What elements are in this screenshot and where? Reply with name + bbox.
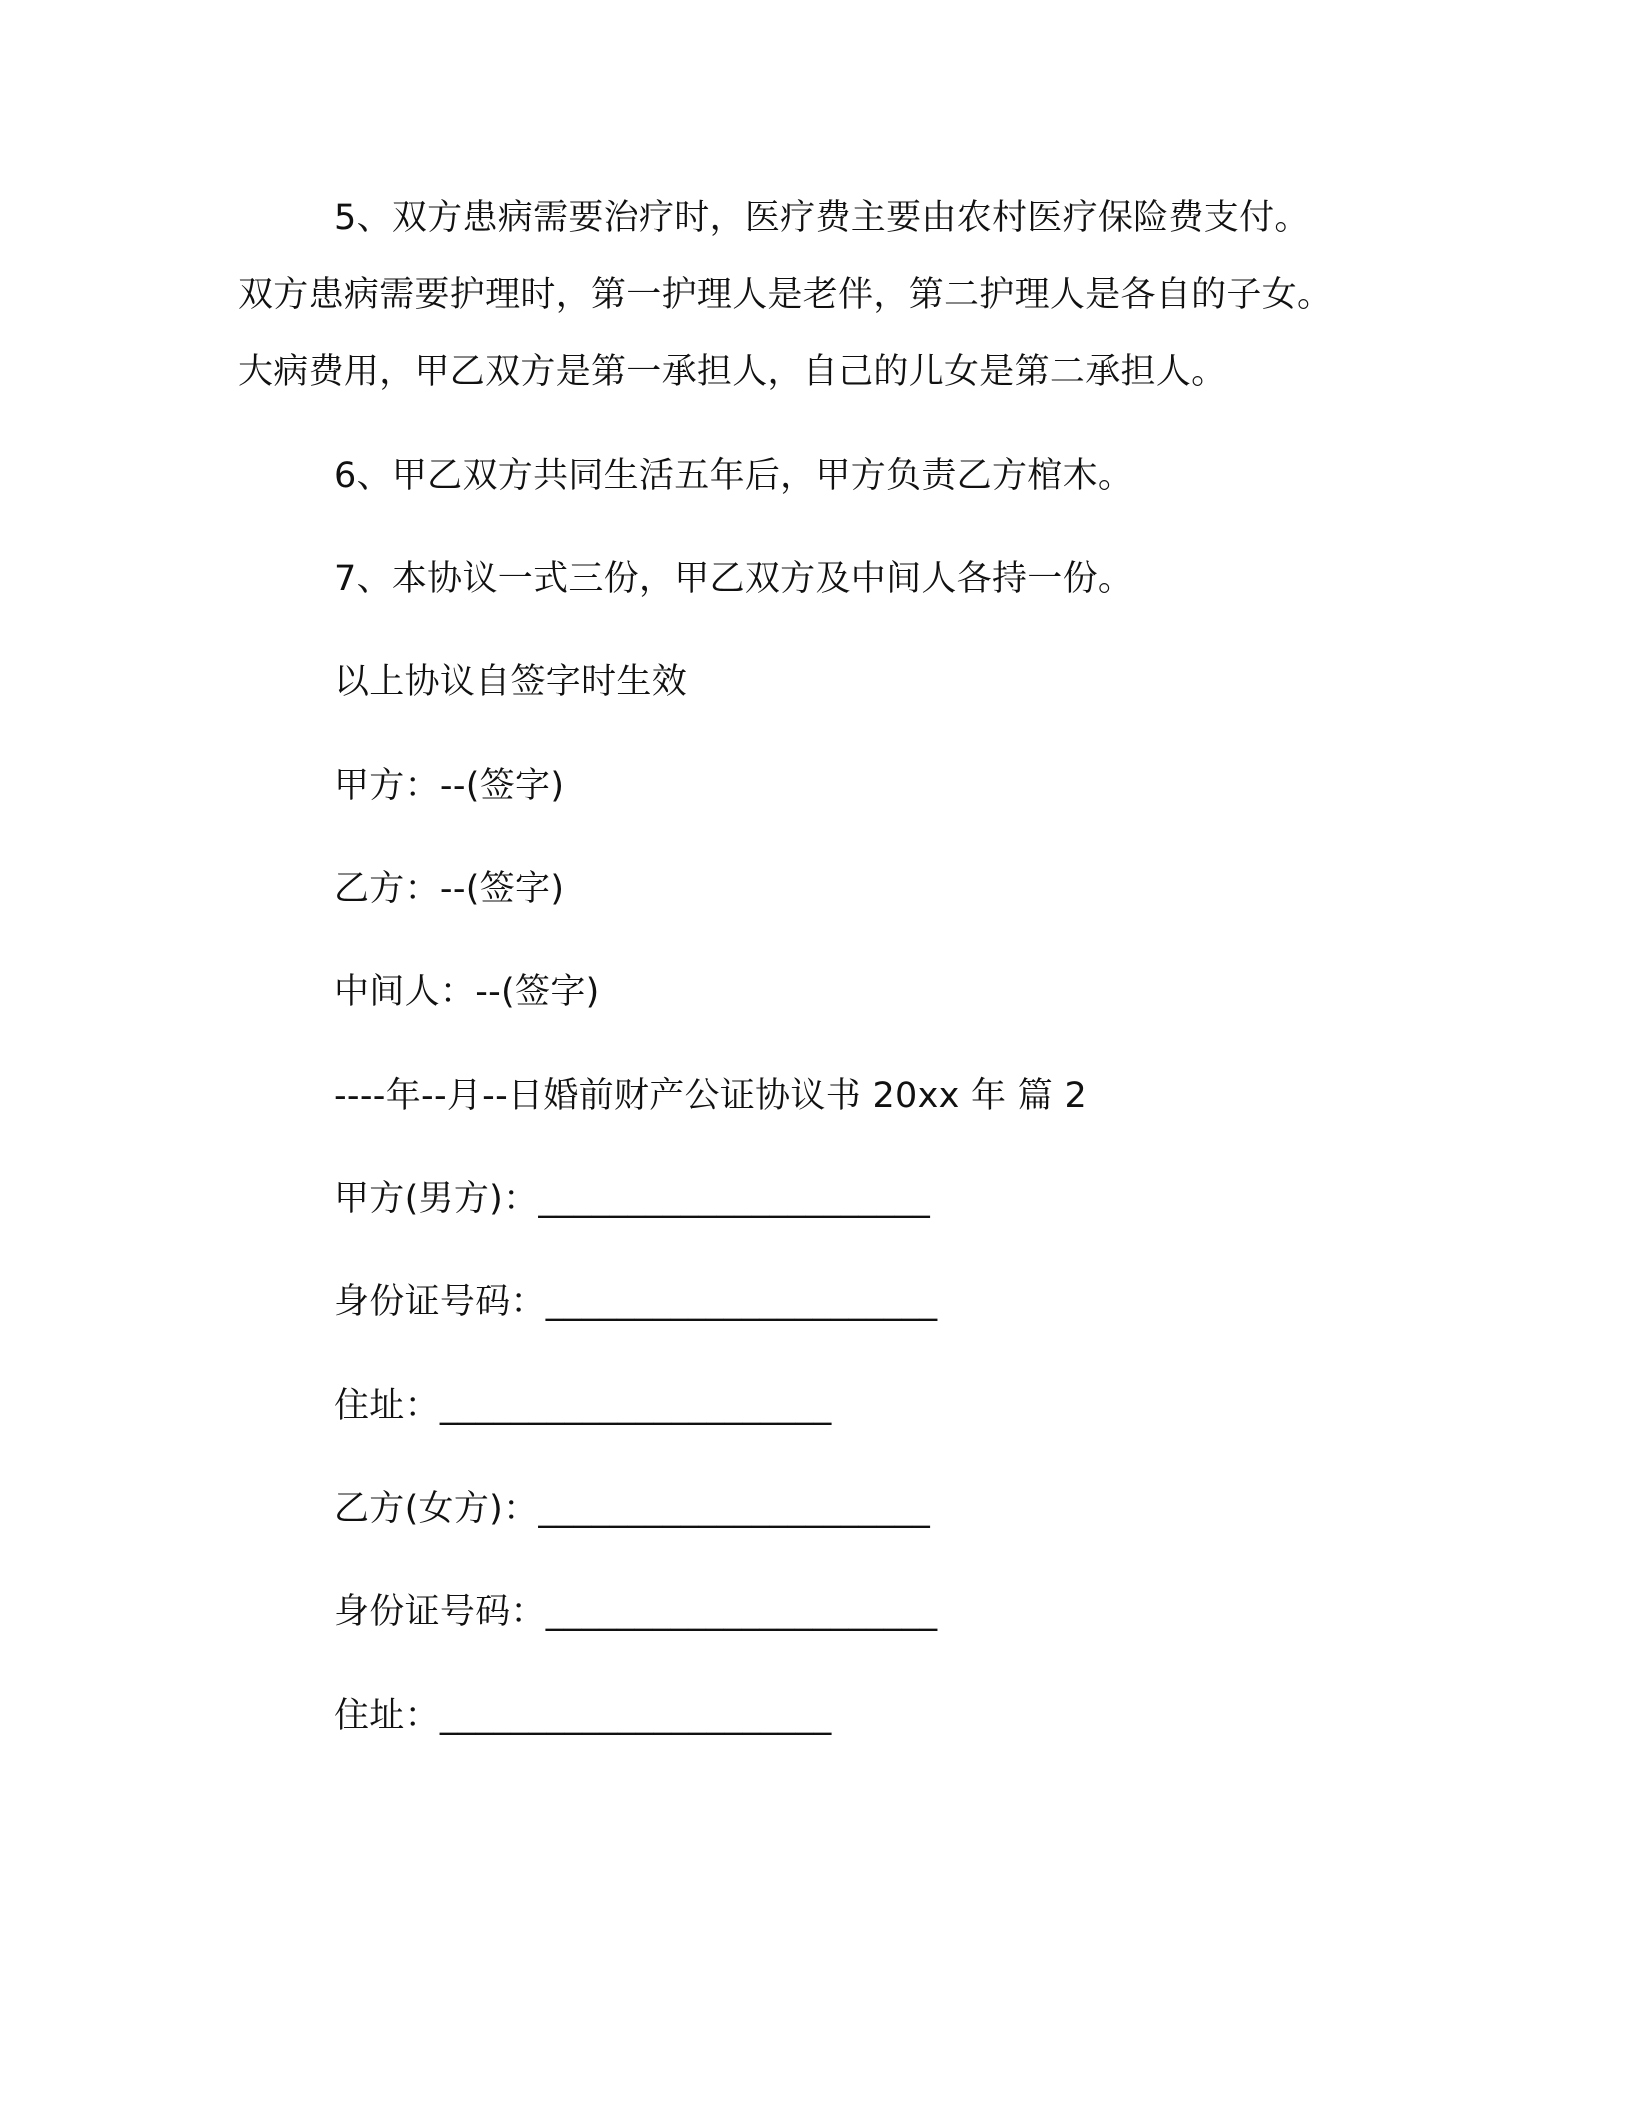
form-id-number-b: 身份证号码：______________________ bbox=[334, 1592, 938, 1632]
form-party-b-female: 乙方(女方)：______________________ bbox=[334, 1489, 931, 1529]
signature-middleman: 中间人：--(签字) bbox=[334, 972, 600, 1012]
clause-5-line-2: 双方患病需要护理时，第一护理人是老伴，第二护理人是各自的子女。 bbox=[238, 275, 1333, 315]
clause-6: 6、甲乙双方共同生活五年后，甲方负责乙方棺木。 bbox=[334, 456, 1134, 496]
signature-party-a: 甲方：--(签字) bbox=[334, 766, 565, 806]
effective-statement: 以上协议自签字时生效 bbox=[334, 662, 688, 702]
form-address-b: 住址：______________________ bbox=[334, 1696, 832, 1736]
form-party-a-male: 甲方(男方)：______________________ bbox=[334, 1179, 931, 1219]
form-address-a: 住址：______________________ bbox=[334, 1386, 832, 1426]
form-id-number-a: 身份证号码：______________________ bbox=[334, 1282, 938, 1322]
clause-7: 7、本协议一式三份，甲乙双方及中间人各持一份。 bbox=[334, 559, 1134, 599]
clause-5-line-3: 大病费用，甲乙双方是第一承担人，自己的儿女是第二承担人。 bbox=[238, 352, 1227, 392]
next-agreement-title: ----年--月--日婚前财产公证协议书 20xx 年 篇 2 bbox=[334, 1076, 1088, 1116]
clause-5-line-1: 5、双方患病需要治疗时，医疗费主要由农村医疗保险费支付。 bbox=[334, 198, 1310, 238]
signature-party-b: 乙方：--(签字) bbox=[334, 869, 565, 909]
